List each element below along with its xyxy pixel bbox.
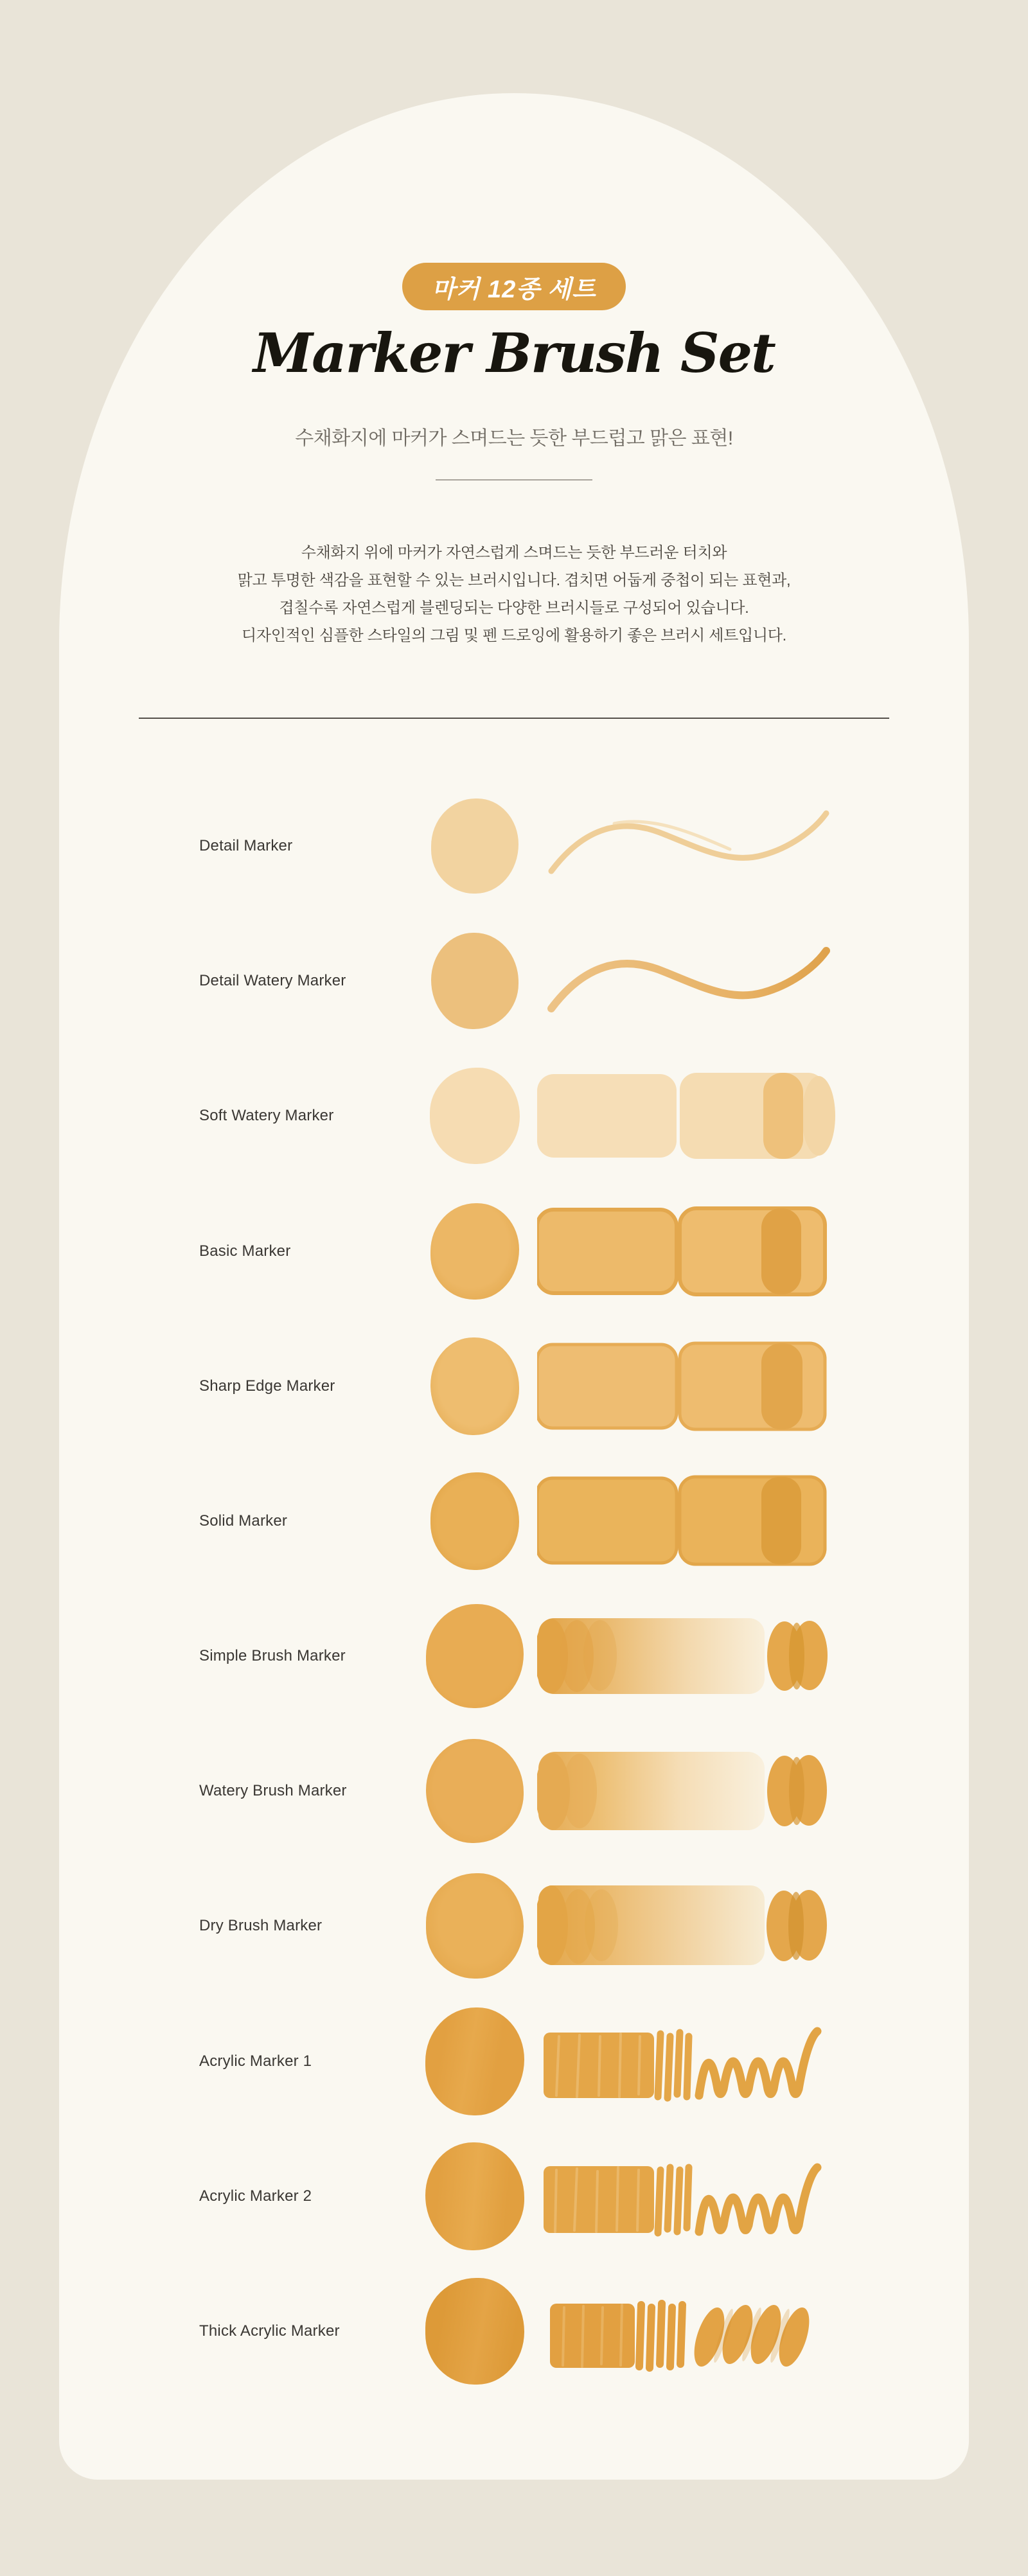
brush-swatch-blob [430, 1472, 519, 1570]
brush-label: Solid Marker [199, 1512, 288, 1530]
brush-stroke-sample [537, 1454, 839, 1589]
small-divider [436, 479, 592, 481]
brush-label: Sharp Edge Marker [199, 1377, 335, 1395]
brush-label: Thick Acrylic Marker [199, 2322, 340, 2340]
brush-row [59, 2129, 969, 2264]
brush-row [59, 1319, 969, 1454]
set-badge: 마커 12종 세트 [402, 263, 626, 310]
brush-stroke-sample [537, 2129, 839, 2264]
brush-row [59, 913, 969, 1048]
brush-stroke-sample [537, 1048, 839, 1183]
brush-label: Watery Brush Marker [199, 1782, 347, 1799]
brush-row [59, 1858, 969, 1993]
page-subtitle: 수채화지에 마커가 스며드는 듯한 부드럽고 맑은 표현! [295, 428, 733, 449]
brush-row [59, 2264, 969, 2399]
brush-swatch-blob [430, 1203, 519, 1300]
brush-row [59, 1589, 969, 1724]
brush-row [59, 1184, 969, 1319]
brush-swatch-blob [426, 1739, 524, 1843]
brush-label: Basic Marker [199, 1242, 291, 1260]
brush-swatch-blob [430, 1337, 519, 1435]
brush-stroke-sample [537, 1724, 839, 1858]
badge-container [59, 263, 969, 310]
intro-line: 디자인적인 심플한 스타일의 그림 및 펜 드로잉에 활용하기 좋은 브러시 세트입니다. [241, 627, 787, 644]
brush-stroke-sample [537, 1184, 839, 1319]
intro-line: 수채화지 위에 마커가 자연스럽게 스며드는 듯한 부드러운 터치와 [301, 544, 727, 561]
large-divider [139, 718, 889, 719]
brush-stroke-sample [537, 1994, 839, 2129]
intro-paragraph [59, 539, 969, 649]
brush-swatch-blob [426, 1604, 524, 1708]
brush-row [59, 779, 969, 913]
brush-swatch-blob [425, 2142, 524, 2250]
intro-line: 맑고 투명한 색감을 표현할 수 있는 브러시입니다. 겹치면 어둡게 중첩이 되는 표현과, [237, 572, 791, 589]
brush-swatch-blob [431, 933, 518, 1029]
arch-card [59, 93, 969, 2480]
brush-swatch-blob [430, 1068, 520, 1164]
brush-stroke-sample [537, 1589, 839, 1724]
brush-swatch-blob [431, 798, 518, 894]
brush-stroke-sample [537, 1319, 839, 1454]
brush-label: Dry Brush Marker [199, 1917, 323, 1934]
brush-label: Simple Brush Marker [199, 1647, 346, 1664]
intro-line: 겹칠수록 자연스럽게 블렌딩되는 다양한 브러시들로 구성되어 있습니다. [279, 599, 749, 617]
brush-swatch-blob [425, 2007, 524, 2115]
brush-row [59, 1994, 969, 2129]
brush-row [59, 1724, 969, 1858]
brush-stroke-sample [537, 913, 839, 1048]
brush-stroke-sample [537, 779, 839, 913]
brush-label: Detail Marker [199, 837, 293, 854]
brush-label: Soft Watery Marker [199, 1107, 334, 1124]
brush-stroke-sample [537, 2264, 839, 2399]
brush-row [59, 1454, 969, 1589]
brush-label: Acrylic Marker 2 [199, 2187, 312, 2205]
brush-label: Detail Watery Marker [199, 972, 346, 989]
brush-swatch-blob [425, 2278, 524, 2385]
brush-swatch-blob [426, 1873, 524, 1979]
brush-row [59, 1048, 969, 1183]
page-title: Marker Brush Set [253, 321, 775, 385]
brush-label: Acrylic Marker 1 [199, 2052, 312, 2070]
brush-stroke-sample [537, 1858, 839, 1993]
